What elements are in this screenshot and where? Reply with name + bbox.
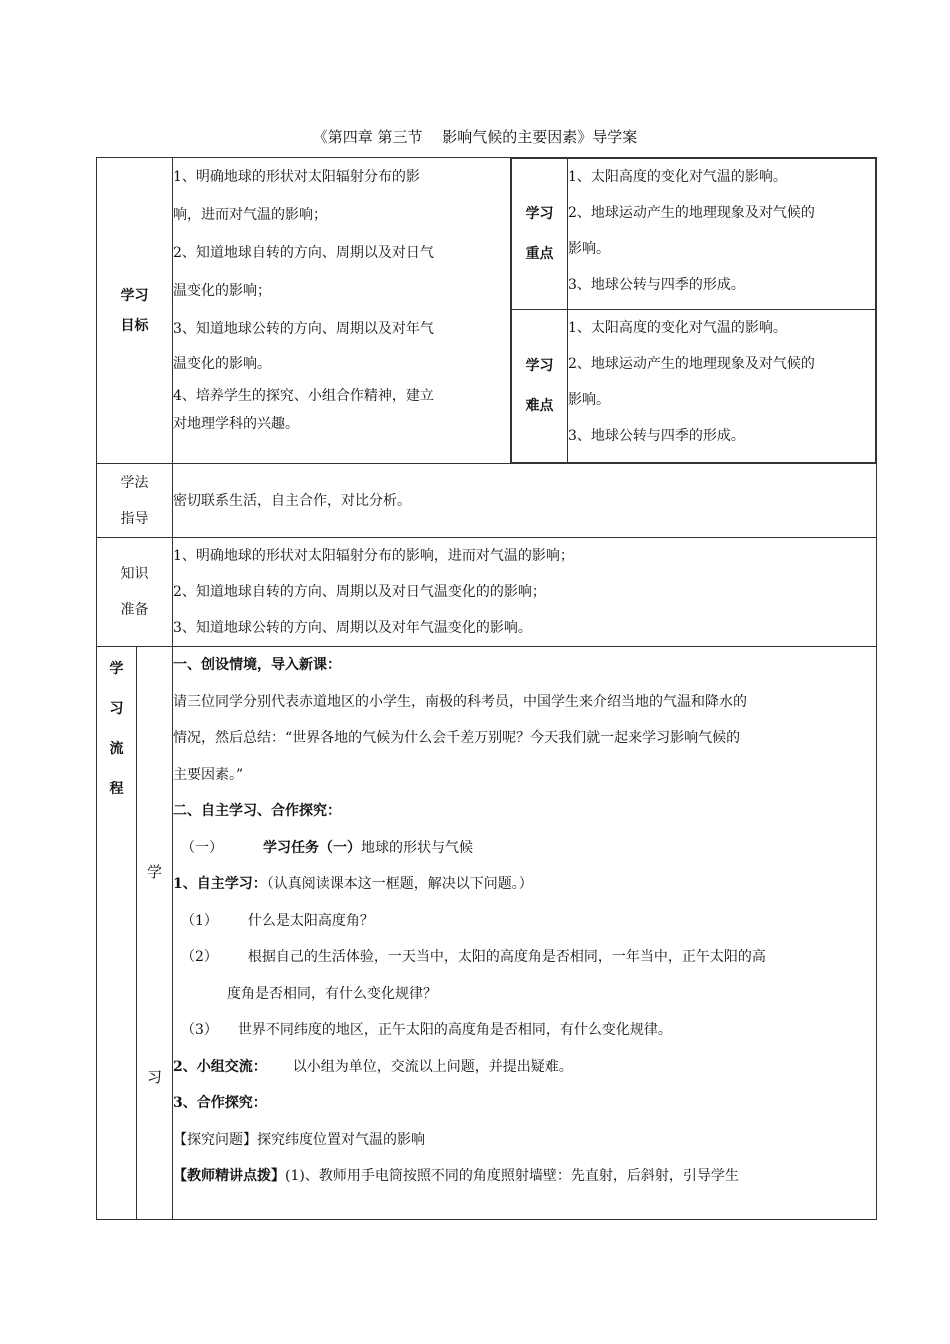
process-side-label: 学 习 (137, 647, 173, 1220)
key-difficulty-table (511, 158, 876, 463)
knowledge-line: 3、知道地球公转的方向、周期以及对年气温变化的影响。 (173, 620, 532, 636)
text-line: 情况，然后总结：“世界各地的气候为什么会千差万别呢？今天我们就一起来学习影响气候的 (173, 730, 741, 746)
process-label: 学 习 流 程 (97, 647, 137, 1220)
section-heading: 一、创设情境，导入新课： (173, 657, 341, 673)
difficulties-label: 学习 难点 (512, 310, 568, 463)
difficulty-line: 1、太阳高度的变化对气温的影响。 (568, 320, 787, 336)
coop-heading: 3、合作探究： (173, 1095, 267, 1111)
objective-line: 温变化的影响； (173, 283, 271, 299)
text-line: 请三位同学分别代表赤道地区的小学生，南极的科考员，中国学生来介绍当地的气温和降水的 (173, 693, 747, 710)
key-point-line: 1、太阳高度的变化对气温的影响。 (568, 169, 787, 185)
question-line: （1） 什么是太阳高度角？ (181, 912, 374, 929)
method-content: 密切联系生活，自主合作，对比分析。 (173, 464, 877, 538)
knowledge-label: 知识 准备 (97, 538, 173, 647)
difficulty-line: 3、地球公转与四季的形成。 (568, 428, 745, 444)
question-line-cont: 度角是否相同，有什么变化规律？ (227, 985, 437, 1002)
difficulties-content (568, 310, 876, 463)
knowledge-content (173, 538, 877, 647)
question-line: （2） 根据自己的生活体验，一天当中，太阳的高度角是否相同，一年当中，正午太阳的高 (181, 949, 766, 965)
key-point-line: 影响。 (568, 241, 610, 257)
objective-line: 4、培养学生的探究、小组合作精神，建立 (173, 388, 434, 404)
objective-line: 温变化的影响。 (173, 356, 271, 372)
knowledge-line: 1、明确地球的形状对太阳辐射分布的影响，进而对气温的影响； (173, 548, 574, 564)
objective-line: 2、知道地球自转的方向、周期以及对日气 (173, 245, 434, 261)
question-line: （3） 世界不同纬度的地区，正午太阳的高度角是否相同，有什么变化规律。 (181, 1022, 672, 1038)
objective-line: 响，进而对气温的影响； (173, 207, 327, 223)
objectives-label: 学习 目标 (97, 158, 173, 464)
difficulty-line: 影响。 (568, 392, 610, 408)
teacher-line: 【教师精讲点拨】(1)、教师用手电筒按照不同的角度照射墙壁：先直射，后斜射，引导学生 (173, 1168, 739, 1184)
process-content (173, 647, 877, 1220)
objective-line: 1、明确地球的形状对太阳辐射分布的影 (173, 169, 420, 185)
difficulty-line: 2、地球运动产生的地理现象及对气候的 (568, 356, 815, 372)
lesson-plan-table (96, 157, 877, 1220)
text-line: 主要因素。” (173, 766, 244, 783)
method-label: 学法 指导 (97, 464, 173, 538)
objective-line: 3、知道地球公转的方向、周期以及对年气 (173, 321, 434, 337)
key-points-content (568, 159, 876, 310)
group-line: 2、小组交流： 以小组为单位，交流以上问题，并提出疑难。 (173, 1058, 573, 1075)
self-study-line: 1、自主学习：（认真阅读课本这一框题，解决以下问题。） (173, 876, 533, 892)
key-point-line: 3、地球公转与四季的形成。 (568, 277, 745, 293)
key-points-label: 学习 重点 (512, 159, 568, 310)
objectives-content (173, 158, 511, 464)
key-point-line: 2、地球运动产生的地理现象及对气候的 (568, 205, 815, 221)
task-line: （一） 学习任务（一）地球的形状与气候 (181, 839, 473, 856)
page-title: 《第四章 第三节 影响气候的主要因素》导学案 (312, 128, 638, 146)
explore-line: 【探究问题】探究纬度位置对气温的影响 (173, 1131, 425, 1148)
objective-line: 对地理学科的兴趣。 (173, 416, 299, 432)
knowledge-line: 2、知道地球自转的方向、周期以及对日气温变化的的影响； (173, 584, 546, 600)
section-heading: 二、自主学习、合作探究： (173, 803, 341, 819)
